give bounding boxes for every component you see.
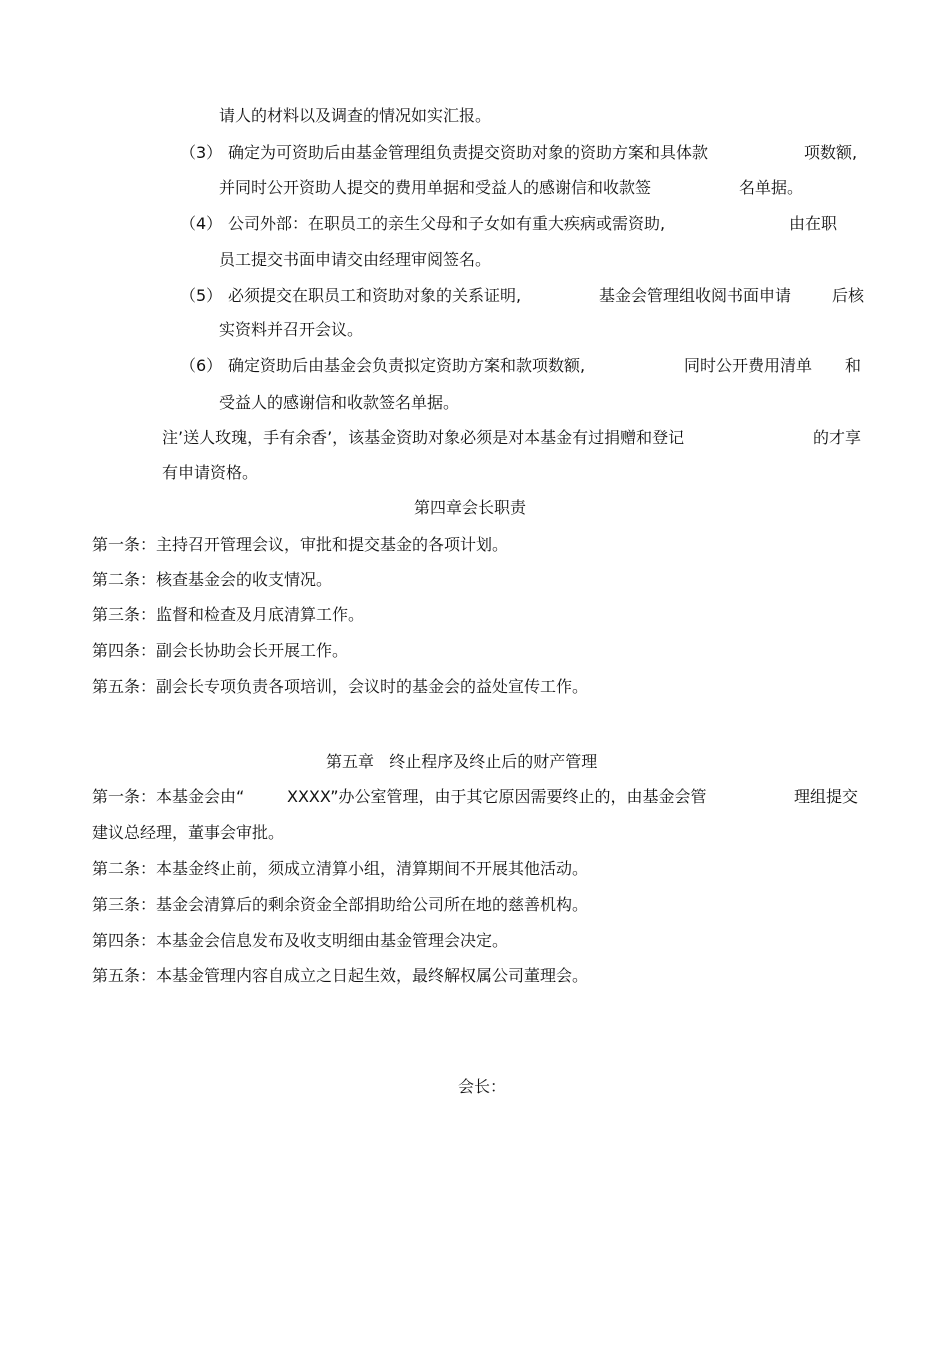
item-line: 由在职 xyxy=(789,214,838,233)
article: 第五条：本基金管理内容自成立之日起生效，最终解权属公司董理会。 xyxy=(92,966,589,985)
article: 第四条：副会长协助会长开展工作。 xyxy=(92,641,349,660)
note-line: 的才享 xyxy=(813,428,862,447)
article: 第二条：本基金终止前，须成立清算小组，清算期间不开展其他活动。 xyxy=(92,859,589,878)
item-line: 项数额, xyxy=(804,143,858,162)
article: 第一条：本基金会由“ xyxy=(92,787,245,806)
item-line: 同时公开费用清单 xyxy=(684,356,813,375)
article: 第一条：主持召开管理会议，审批和提交基金的各项计划。 xyxy=(92,535,509,554)
item-line: 员工提交书面申请交由经理审阅签名。 xyxy=(219,250,492,269)
item-line: 公司外部：在职员工的亲生父母和子女如有重大疾病或需资助, xyxy=(228,214,666,233)
note-line: 有申请资格。 xyxy=(162,463,259,482)
item-number: （4） xyxy=(180,214,223,233)
item-number: （5） xyxy=(180,286,223,305)
item-line: 后核 xyxy=(832,286,865,305)
item-line: 基金会管理组收阅书面申请 xyxy=(599,286,792,305)
note-line: 注’送人玫瑰，手有余香’，该基金资助对象必须是对本基金有过捐赠和登记 xyxy=(162,428,685,447)
item-line: 实资料并召开会议。 xyxy=(219,320,364,339)
article: 第三条：基金会清算后的剩余资金全部捐助给公司所在地的慈善机构。 xyxy=(92,895,589,914)
signature-label: 会长： xyxy=(458,1077,507,1096)
item-line: 确定资助后由基金会负责拟定资助方案和款项数额, xyxy=(228,356,586,375)
item-line: 和 xyxy=(845,356,862,375)
article: 第二条：核查基金会的收支情况。 xyxy=(92,570,333,589)
item-line: 必须提交在职员工和资助对象的关系证明, xyxy=(228,286,522,305)
chapter-title: 第五章 终止程序及终止后的财产管理 xyxy=(326,752,598,771)
article: 建议总经理，董事会审批。 xyxy=(92,823,285,842)
article: 第四条：本基金会信息发布及收支明细由基金管理会决定。 xyxy=(92,931,509,950)
article: 第三条：监督和检查及月底清算工作。 xyxy=(92,605,365,624)
item-line: 并同时公开资助人提交的费用单据和受益人的感谢信和收款签 xyxy=(219,178,652,197)
item-line: 受益人的感谢信和收款签名单据。 xyxy=(219,393,460,412)
item-line: 确定为可资助后由基金管理组负责提交资助对象的资助方案和具体款 xyxy=(228,143,709,162)
item-number: （3） xyxy=(180,143,223,162)
item-line: 请人的材料以及调查的情况如实汇报。 xyxy=(219,106,492,125)
item-number: （6） xyxy=(180,356,223,375)
chapter-title: 第四章会长职责 xyxy=(414,498,527,517)
article: XXXX”办公室管理，由于其它原因需要终止的，由基金会管 xyxy=(287,787,707,806)
item-line: 名单据。 xyxy=(739,178,804,197)
article: 第五条：副会长专项负责各项培训，会议时的基金会的益处宣传工作。 xyxy=(92,677,589,696)
article: 理组提交 xyxy=(794,787,859,806)
